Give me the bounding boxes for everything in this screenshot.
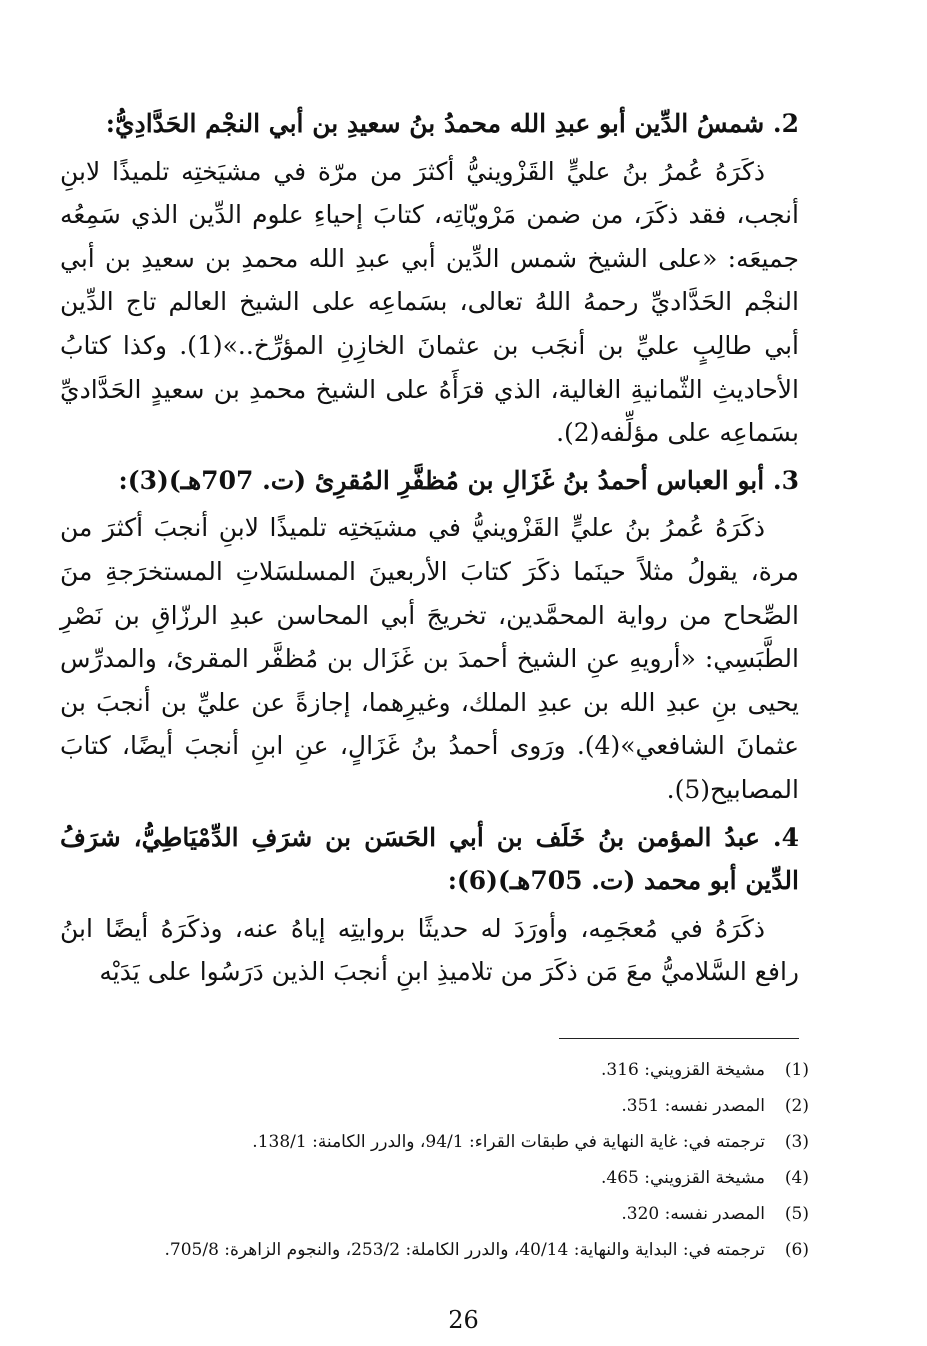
main-text [60,102,799,998]
footnote-number: (6) [784,1240,809,1260]
entry-paragraph-2: ذكَرَهُ عُمرُ بنُ عليٍّ القَزْوينيُّ أكثرَ من مرّة في مشيَختِه تلميذًا لابنِ أنجب، فقد ذكَرَ، من ضمن مَرْويّاتِه، كتابَ إحياءِ علوم الدِّين الذي سَمِعُه جميعَه: «على الشيخ شمس الدِّين أبي عبدِ الله محمدِ بن سعيدِ بن أبي النجْم الحَدَّاديِّ رحمهُ اللهُ تعالى، بسَماعِه على الشيخ العالم تاج الدِّين أبي طالِبٍ عليِّ بن أنجَب بن عثمانَ الخازِنِ المؤرِّخ..»(1). وكذا كتابُ الأحاديثِ الثّمانيةِ الغالية، الذي قرَأَهُ على الشيخ محمدِ بن سعيدٍ الحَدَّاديِّ بسَماعِه على مؤلِّفه(2). [60,156,799,448]
entry-heading-3: 3. أبو العباس أحمدُ بنُ غَزَالِ بن مُظفَّرِ المُقرِئ (ت. 707هـ)(3): [118,465,799,495]
footnote-number: (2) [784,1096,809,1116]
entry-paragraph-3: ذكَرَهُ عُمرُ بنُ عليٍّ القَزْوينيُّ في مشيَختِه تلميذًا لابنِ أنجبَ أكثرَ من مرة، يقولُ مثلاً حينَما ذكَرَ كتابَ الأربعينَ المسلسَلاتِ المستخرَجةِ منَ الصِّحاح من رواية المحمَّدين، تخريجَ أبي المحاسن عبدِ الرزّاقِ بن نَصْرِ الطَّبَسِي: «أرويهِ عنِ الشيخ أحمدَ بن غَزَال بن مُظفَّر المقرئ، والمدرِّس يحيى بنِ عبدِ الله بن عبدِ الملك، وغيرِهما، إجازةً عن عليِّ بن أنجبَ بن عثمانَ الشافعي»(4). ورَوى أحمدُ بنُ غَزَالٍ، عنِ ابنِ أنجبَ أيضًا، كتابَ المصابيح(5). [60,513,800,804]
entry-heading-2: 2. شمسُ الدِّين أبو عبدِ الله محمدُ بنُ سعيدِ بن أبي النجْم الحَدَّادِيُّ: [105,109,799,138]
footnote-number: (3) [784,1132,809,1152]
footnotes [60,1052,809,1268]
footnote-2 [60,1088,809,1124]
footnote-number: (4) [784,1168,809,1188]
footnote-text: المصدر نفسه: 320. [621,1204,765,1224]
footnote-divider [559,1038,799,1039]
footnote-text: ترجمته في: غاية النهاية في طبقات القراء: 94/1، والدرر الكامنة: 138/1. [252,1132,765,1152]
footnote-1 [60,1052,809,1088]
footnote-5 [60,1196,809,1232]
footnote-3 [60,1124,809,1160]
entry-paragraph-4: ذكَرَهُ في مُعجَمِه، وأورَدَ له حديثًا بروايتِه إياهُ عنه، وذكَرَهُ أيضًا ابنُ رافع السَّلاميُّ معَ مَن ذكَرَ من تلاميذِ ابنِ أنجبَ الذين دَرَسُوا على يَدَيْه [60,913,799,987]
footnote-number: (1) [784,1060,809,1080]
footnote-text: المصدر نفسه: 351. [621,1096,765,1116]
page-number: 26 [448,1306,479,1334]
entry-heading-4: 4. عبدُ المؤمن بنُ خَلَف بن أبي الحَسَن بن شرَفِ الدِّمْيَاطِيُّ، شرَفُ الدِّين أبو محمد (ت. 705هـ)(6): [60,822,799,896]
footnote-text: مشيخة القزويني: 465. [600,1168,765,1188]
footnote-text: مشيخة القزويني: 316. [600,1060,765,1080]
footnote-4 [60,1160,809,1196]
footnote-number: (5) [784,1204,809,1224]
footnote-text: ترجمته في: البداية والنهاية: 40/14، والدرر الكاملة: 253/2، والنجوم الزاهرة: 705/8. [164,1240,765,1260]
footnote-6 [60,1232,809,1268]
